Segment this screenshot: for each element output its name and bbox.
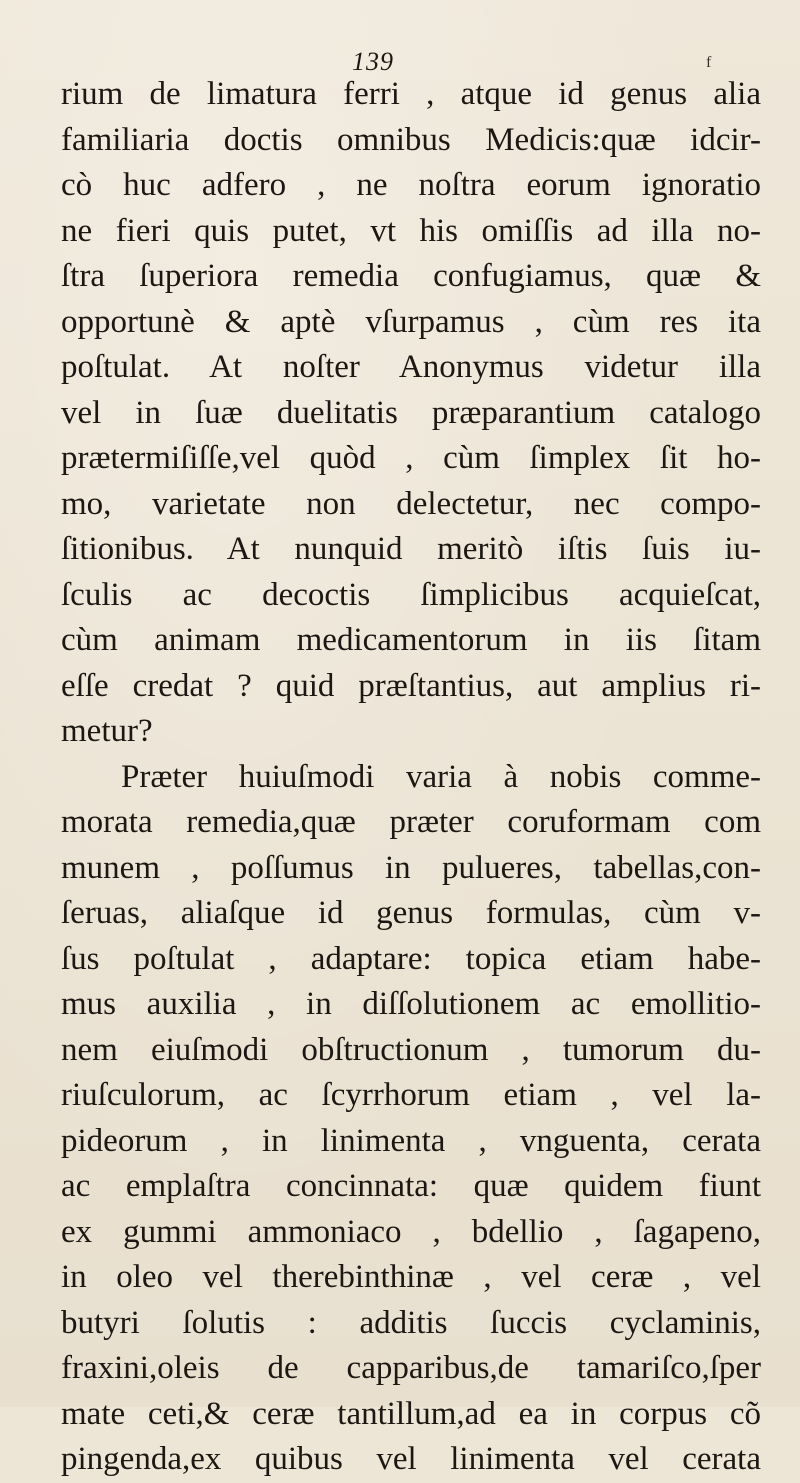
paragraph-start-line: Præter huiuſmodi varia à nobis comme- [121, 758, 761, 795]
text-line: ex gummi ammoniaco , bdellio , ſagapeno, [61, 1213, 761, 1250]
text-line: familiaria doctis omnibus Medicis:quæ idcir- [61, 121, 761, 158]
text-line: ſeruas, aliaſque id genus formulas, cùm v- [61, 895, 761, 931]
text-line: ne fieri quis putet, vt his omiſſis ad illa no- [61, 212, 761, 249]
text-line: morata remedia,quæ præter coruformam com [61, 804, 761, 840]
text-line: mus auxilia , in diſſolutionem ac emollitio- [61, 986, 761, 1022]
text-line: munem , poſſumus in pulueres, tabellas,con- [61, 849, 761, 886]
text-line: rium de limatura ferri , atque id genus alia [61, 76, 761, 112]
text-line: butyri ſolutis : additis ſuccis cyclaminis, [61, 1304, 761, 1341]
text-line: ac emplaſtra concinnata: quæ quidem fiunt [61, 1168, 761, 1204]
text-line: nem eiuſmodi obſtructionum , tumorum du- [61, 1031, 761, 1068]
text-line: mo, varietate non delectetur, nec compo- [61, 485, 761, 522]
text-line: ſtra ſuperiora remedia confugiamus, quæ & [61, 258, 761, 294]
text-line: fraxini,oleis de capparibus,de tamariſco,ſper [61, 1350, 761, 1386]
text-line: cò huc adfero , ne noſtra eorum ignoratio [61, 167, 761, 203]
text-line: opportunè & aptè vſurpamus , cùm res ita [61, 303, 761, 340]
text-line: vel in ſuæ duelitatis præparantium catalogo [61, 394, 761, 431]
text-line: in oleo vel therebinthinæ , vel ceræ , vel [61, 1259, 761, 1295]
text-line: ſculis ac decoctis ſimplicibus acquieſcat, [61, 576, 761, 613]
page-number: 139 [352, 47, 394, 76]
text-line: pideorum , in linimenta , vnguenta, cerata [61, 1122, 761, 1159]
text-line: mate ceti,& ceræ tantillum,ad ea in corpus cõ [61, 1395, 761, 1432]
text-line: prætermiſiſſe,vel quòd , cùm ſimplex ſit ho- [61, 440, 761, 476]
corner-mark: f [706, 54, 712, 71]
text-line: pingenda,ex quibus vel linimenta vel cerata [61, 1441, 761, 1477]
text-line: ſitionibus. At nunquid meritò iſtis ſuis iu- [61, 531, 761, 567]
text-line: ſus poſtulat , adaptare: topica etiam habe- [61, 940, 761, 977]
text-line: eſſe credat ? quid præſtantius, aut amplius ri- [61, 667, 761, 704]
body-text [61, 72, 761, 1483]
text-line: cùm animam medicamentorum in iis ſitam [61, 622, 761, 658]
text-line: metur? [61, 713, 153, 749]
text-line: riuſculorum, ac ſcyrrhorum etiam , vel la- [61, 1077, 761, 1113]
text-line: poſtulat. At noſter Anonymus videtur illa [61, 349, 761, 385]
